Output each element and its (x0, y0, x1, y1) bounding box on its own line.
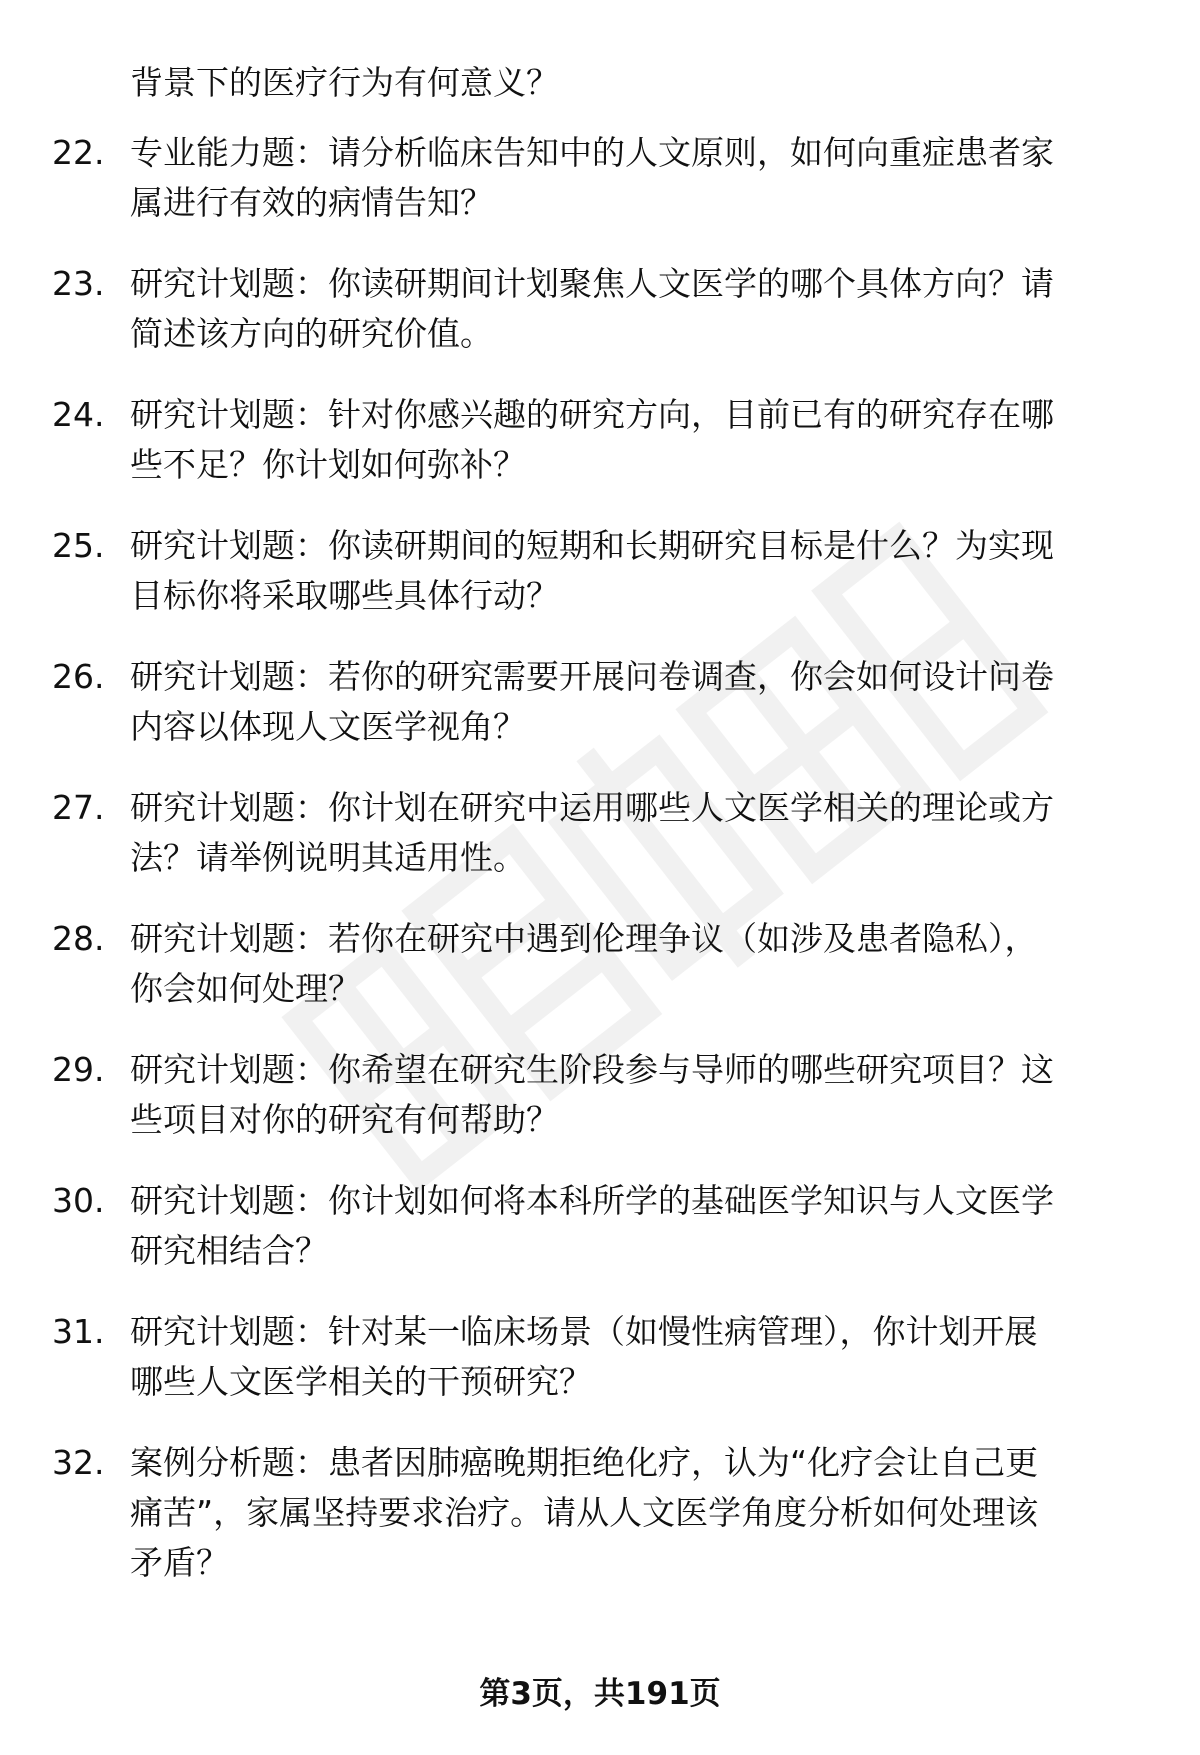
question-number: 23. (52, 264, 105, 303)
question-number: 25. (52, 526, 105, 565)
question-number: 26. (52, 657, 105, 696)
question-text-line: 些项目对你的研究有何帮助？ (130, 1100, 559, 1139)
question-item-24 (0, 390, 1200, 521)
question-text-line: 研究相结合？ (130, 1231, 328, 1270)
question-text-line: 矛盾？ (130, 1543, 229, 1582)
question-text-line: 研究计划题：你计划如何将本科所学的基础医学知识与人文医学 (130, 1181, 1054, 1220)
question-text-line: 研究计划题：你读研期间的短期和长期研究目标是什么？为实现 (130, 526, 1054, 565)
continued-question-text: 背景下的医疗行为有何意义？ (130, 63, 559, 102)
question-item-25 (0, 521, 1200, 652)
question-item-28 (0, 914, 1200, 1045)
question-text-line: 研究计划题：针对你感兴趣的研究方向，目前已有的研究存在哪 (130, 395, 1054, 434)
question-text-line: 法？请举例说明其适用性。 (130, 838, 526, 877)
question-number: 22. (52, 133, 105, 172)
question-text-line: 专业能力题：请分析临床告知中的人文原则，如何向重症患者家 (130, 133, 1054, 172)
question-item-22 (0, 128, 1200, 259)
question-text-line: 研究计划题：你读研期间计划聚焦人文医学的哪个具体方向？请 (130, 264, 1054, 303)
question-item-30 (0, 1176, 1200, 1307)
question-text-line: 研究计划题：针对某一临床场景（如慢性病管理），你计划开展 (130, 1312, 1038, 1351)
question-text-line: 简述该方向的研究价值。 (130, 314, 493, 353)
question-text-line: 内容以体现人文医学视角？ (130, 707, 526, 746)
question-text-line: 目标你将采取哪些具体行动？ (130, 576, 559, 615)
question-item-31 (0, 1307, 1200, 1438)
question-text-line: 案例分析题：患者因肺癌晚期拒绝化疗，认为“化疗会让自己更 (130, 1443, 1039, 1482)
question-text-line: 研究计划题：你计划在研究中运用哪些人文医学相关的理论或方 (130, 788, 1054, 827)
question-number: 30. (52, 1181, 105, 1220)
question-item-32 (0, 1438, 1200, 1618)
question-text-line: 属进行有效的病情告知？ (130, 183, 493, 222)
question-number: 32. (52, 1443, 105, 1482)
question-text-line: 些不足？你计划如何弥补？ (130, 445, 526, 484)
page-number-footer: 第3页，共191页 (479, 1676, 721, 1712)
question-text-line: 研究计划题：你希望在研究生阶段参与导师的哪些研究项目？这 (130, 1050, 1054, 1089)
question-text-line: 哪些人文医学相关的干预研究？ (130, 1362, 592, 1401)
question-number: 27. (52, 788, 105, 827)
question-list (0, 128, 1200, 1618)
question-number: 24. (52, 395, 105, 434)
question-item-29 (0, 1045, 1200, 1176)
question-item-23 (0, 259, 1200, 390)
question-text-line: 你会如何处理？ (130, 969, 361, 1008)
question-number: 31. (52, 1312, 105, 1351)
question-number: 28. (52, 919, 105, 958)
question-item-27 (0, 783, 1200, 914)
question-text-line: 痛苦”，家属坚持要求治疗。请从人文医学角度分析如何处理该 (130, 1493, 1039, 1532)
question-text-line: 研究计划题：若你在研究中遇到伦理争议（如涉及患者隐私）， (130, 919, 1038, 958)
question-item-26 (0, 652, 1200, 783)
question-text-line: 研究计划题：若你的研究需要开展问卷调查，你会如何设计问卷 (130, 657, 1054, 696)
question-number: 29. (52, 1050, 105, 1089)
